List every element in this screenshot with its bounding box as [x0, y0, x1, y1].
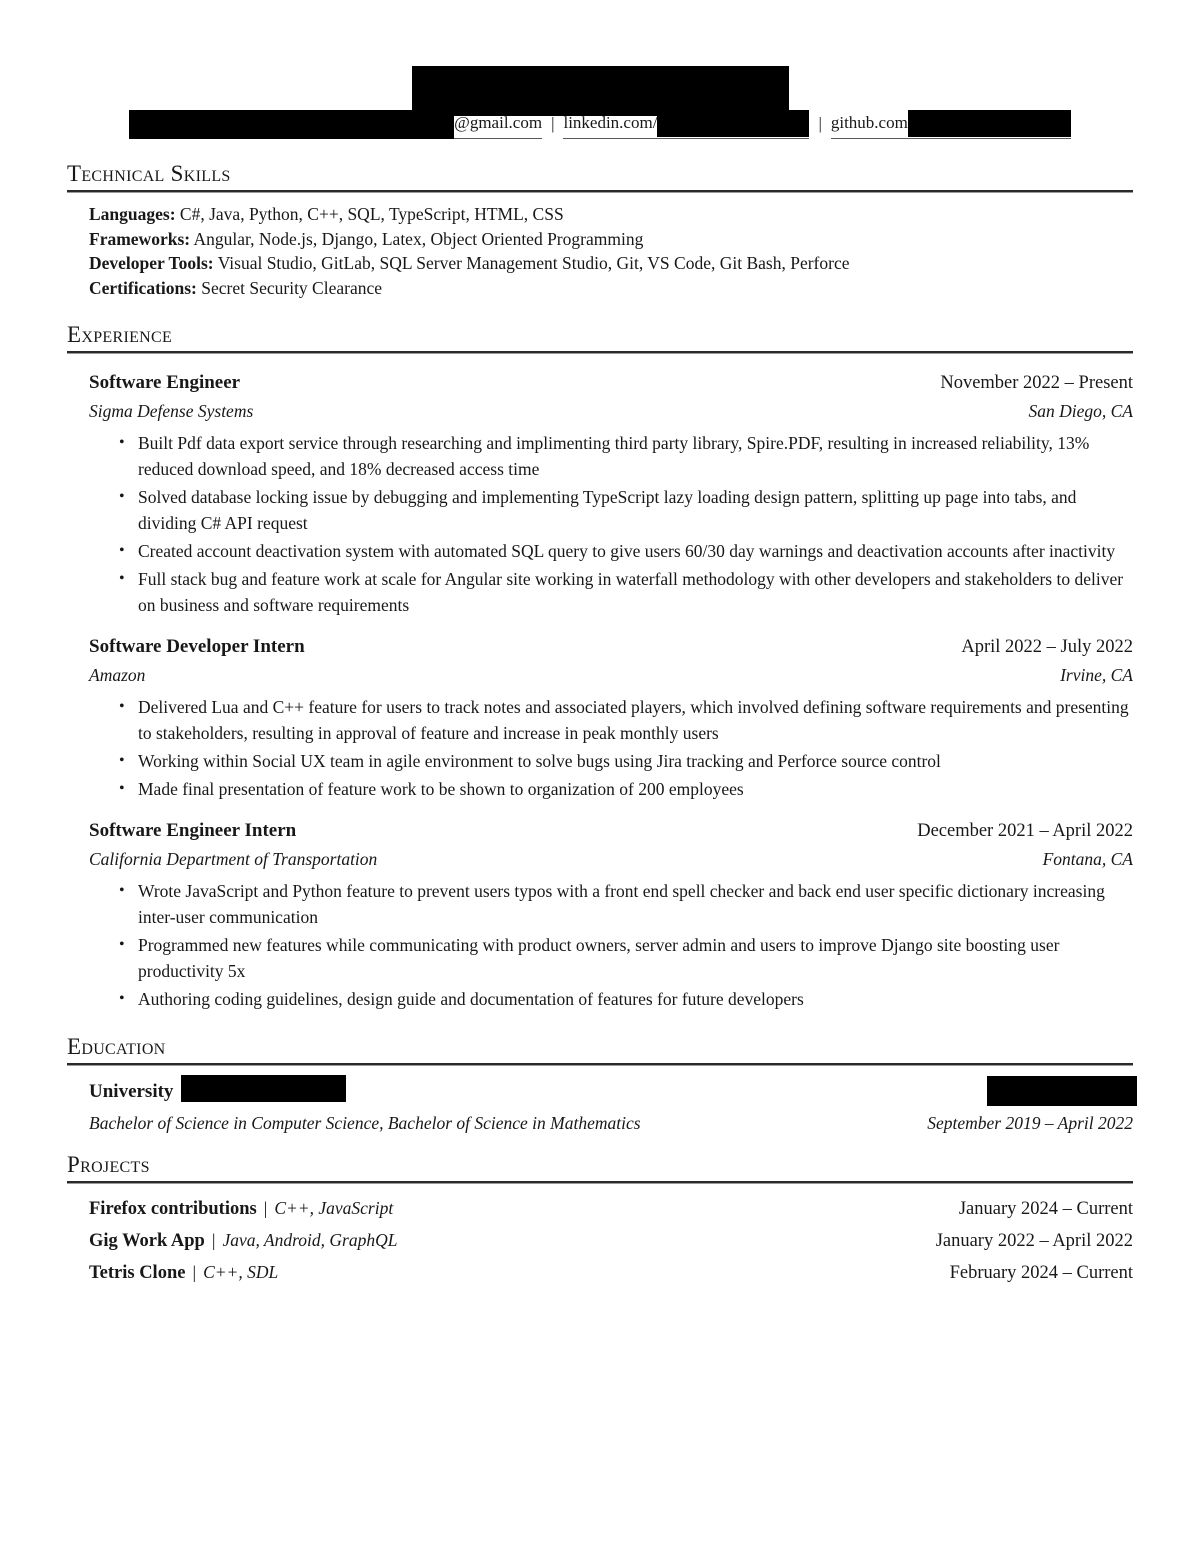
- skills-row-languages: [89, 202, 1133, 227]
- job-title: Software Engineer: [89, 372, 241, 393]
- job-company: California Department of Transportation: [89, 849, 378, 869]
- linkedin-handle-redaction: [657, 110, 809, 137]
- project-row-gig-work-app: [89, 1225, 1133, 1257]
- section-rule: [67, 190, 1133, 193]
- skills-value: C#, Java, Python, C++, SQL, TypeScript, HTML, CSS: [179, 204, 564, 224]
- job-dates: December 2021 – April 2022: [917, 821, 1133, 841]
- linkedin-text: linkedin.com/: [563, 113, 658, 132]
- section-projects: [67, 1152, 1133, 1289]
- job-dates: April 2022 – July 2022: [961, 637, 1133, 657]
- bullet-text: Working within Social UX team in agile environment to solve bugs using Jira tracking and Perforce source control: [138, 751, 941, 771]
- skills-label: Certifications:: [89, 277, 197, 298]
- bullet-icon: •: [119, 752, 125, 769]
- job-bullet: [117, 776, 1133, 802]
- bullet-text: Built Pdf data export service through researching and implimenting third party library, Spire.PDF, resulting in increased reliability, 13% reduced download speed, and 18% decreased access time: [138, 433, 1090, 479]
- project-name: Gig Work App: [89, 1231, 205, 1251]
- skills-value: Secret Security Clearance: [201, 277, 383, 298]
- bullet-icon: •: [119, 488, 125, 505]
- project-row-tetris-clone: [89, 1257, 1133, 1289]
- bullet-text: Programmed new features while communicating with product owners, server admin and users to improve Django site boosting user productivity 5x: [138, 935, 1060, 981]
- bullet-icon: •: [119, 698, 125, 715]
- experience-heading: Experience: [67, 322, 173, 347]
- github-text: github.com: [830, 113, 908, 132]
- bullet-text: Solved database locking issue by debugging and implementing TypeScript lazy loading design pattern, splitting up page into tabs, and dividing C# API request: [138, 487, 1077, 533]
- bullet-icon: •: [119, 990, 125, 1007]
- job-bullet: [117, 748, 1133, 774]
- skills-value: Visual Studio, GitLab, SQL Server Management Studio, Git, VS Code, Git Bash, Perforce: [217, 253, 850, 273]
- job-bullet: [117, 484, 1133, 536]
- skills-value: Angular, Node.js, Django, Latex, Object Oriented Programming: [193, 228, 644, 249]
- github-handle-redaction: [908, 110, 1071, 137]
- email-text: @gmail.com: [454, 113, 543, 132]
- job-header: [89, 633, 1133, 661]
- section-experience: [67, 322, 1133, 1012]
- job-company: Amazon: [89, 665, 146, 685]
- bullet-icon: •: [119, 542, 125, 559]
- bullet-text: Wrote JavaScript and Python feature to prevent users typos with a front end spell checker and back end user specific dictionary increasing inter-user communication: [138, 881, 1105, 927]
- job-location: Irvine, CA: [1060, 665, 1133, 685]
- project-dates: February 2024 – Current: [949, 1263, 1133, 1283]
- section-rule: [67, 1063, 1133, 1066]
- skills-label: Frameworks:: [89, 228, 191, 249]
- skills-label: Languages:: [89, 204, 176, 224]
- technical-skills-heading: Technical Skills: [67, 161, 231, 186]
- job-entry-caltrans: [67, 817, 1133, 1012]
- school-prefix: University: [89, 1081, 174, 1102]
- university-name-redaction: [181, 1075, 346, 1102]
- bullet-icon: •: [119, 780, 125, 797]
- job-subheader: [89, 846, 1133, 872]
- job-location: San Diego, CA: [1028, 401, 1133, 421]
- section-education: [67, 1034, 1133, 1136]
- project-tech: C++, JavaScript: [274, 1198, 394, 1218]
- project-separator: |: [192, 1262, 197, 1282]
- section-rule: [67, 351, 1133, 354]
- bullet-icon: •: [119, 882, 125, 899]
- job-entry-amazon: [67, 633, 1133, 802]
- skills-label: Developer Tools:: [89, 253, 214, 273]
- job-dates: November 2022 – Present: [940, 373, 1133, 393]
- job-entry-sigma-defense: [67, 369, 1133, 618]
- project-name: Firefox contributions: [89, 1199, 257, 1219]
- education-heading: Education: [67, 1034, 166, 1059]
- project-separator: |: [211, 1230, 216, 1250]
- job-bullet: [117, 932, 1133, 984]
- bullet-icon: •: [119, 936, 125, 953]
- job-title: Software Engineer Intern: [89, 820, 297, 841]
- email-user-redaction: [129, 110, 454, 139]
- job-bullet: [117, 878, 1133, 930]
- contact-separator: |: [818, 114, 822, 133]
- project-name: Tetris Clone: [89, 1263, 186, 1283]
- job-subheader: [89, 398, 1133, 424]
- github-link[interactable]: [831, 109, 1071, 139]
- job-bullet: [117, 694, 1133, 746]
- education-degree-row: [89, 1110, 1133, 1136]
- project-tech: C++, SDL: [203, 1262, 279, 1282]
- job-bullet: [117, 538, 1133, 564]
- job-location: Fontana, CA: [1042, 849, 1133, 869]
- bullet-text: Made final presentation of feature work to be shown to organization of 200 employees: [138, 779, 744, 799]
- job-header: [89, 369, 1133, 397]
- education-degree: Bachelor of Science in Computer Science, Bachelor of Science in Mathematics: [89, 1113, 641, 1133]
- job-bullet: [117, 566, 1133, 618]
- education-dates: September 2019 – April 2022: [927, 1113, 1133, 1133]
- bullet-text: Full stack bug and feature work at scale for Angular site working in waterfall methodology with other developers and stakeholders to deliver on business and software requirements: [138, 569, 1124, 615]
- project-dates: January 2024 – Current: [958, 1199, 1133, 1219]
- job-header: [89, 817, 1133, 845]
- job-subheader: [89, 662, 1133, 688]
- skills-row-developer-tools: [89, 251, 1133, 276]
- bullet-text: Delivered Lua and C++ feature for users to track notes and associated players, which involved defining software requirements and presenting to stakeholders, resulting in approval of feature and increase in peak monthly users: [138, 697, 1129, 743]
- job-bullet: [117, 430, 1133, 482]
- job-bullet-list: [117, 694, 1133, 802]
- contact-line: [0, 109, 1200, 139]
- bullet-text: Created account deactivation system with automated SQL query to give users 60/30 day warnings and deactivation accounts after inactivity: [138, 541, 1116, 561]
- bullet-icon: •: [119, 434, 125, 451]
- project-tech: Java, Android, GraphQL: [222, 1230, 398, 1250]
- contact-separator: |: [551, 114, 555, 133]
- section-rule: [67, 1181, 1133, 1184]
- project-left: [89, 1225, 397, 1257]
- section-technical-skills: [67, 161, 1133, 300]
- project-separator: |: [263, 1198, 268, 1218]
- bullet-icon: •: [119, 570, 125, 587]
- email-link[interactable]: [454, 109, 542, 139]
- job-company: Sigma Defense Systems: [89, 401, 254, 421]
- education-school: [89, 1075, 346, 1107]
- resume-content: [0, 161, 1200, 1289]
- projects-heading: Projects: [67, 1152, 150, 1177]
- skills-row-certifications: [89, 276, 1133, 301]
- job-bullet: [117, 986, 1133, 1012]
- job-title: Software Developer Intern: [89, 636, 305, 657]
- project-dates: January 2022 – April 2022: [935, 1231, 1133, 1251]
- job-bullet-list: [117, 878, 1133, 1012]
- skills-row-frameworks: [89, 227, 1133, 252]
- bullet-text: Authoring coding guidelines, design guide and documentation of features for future developers: [138, 989, 804, 1009]
- linkedin-link[interactable]: [563, 109, 809, 139]
- project-left: [89, 1193, 393, 1225]
- project-row-firefox: [89, 1193, 1133, 1225]
- education-school-row: [89, 1075, 1133, 1107]
- university-location-redaction: [987, 1076, 1137, 1106]
- project-left: [89, 1257, 278, 1289]
- job-bullet-list: [117, 430, 1133, 618]
